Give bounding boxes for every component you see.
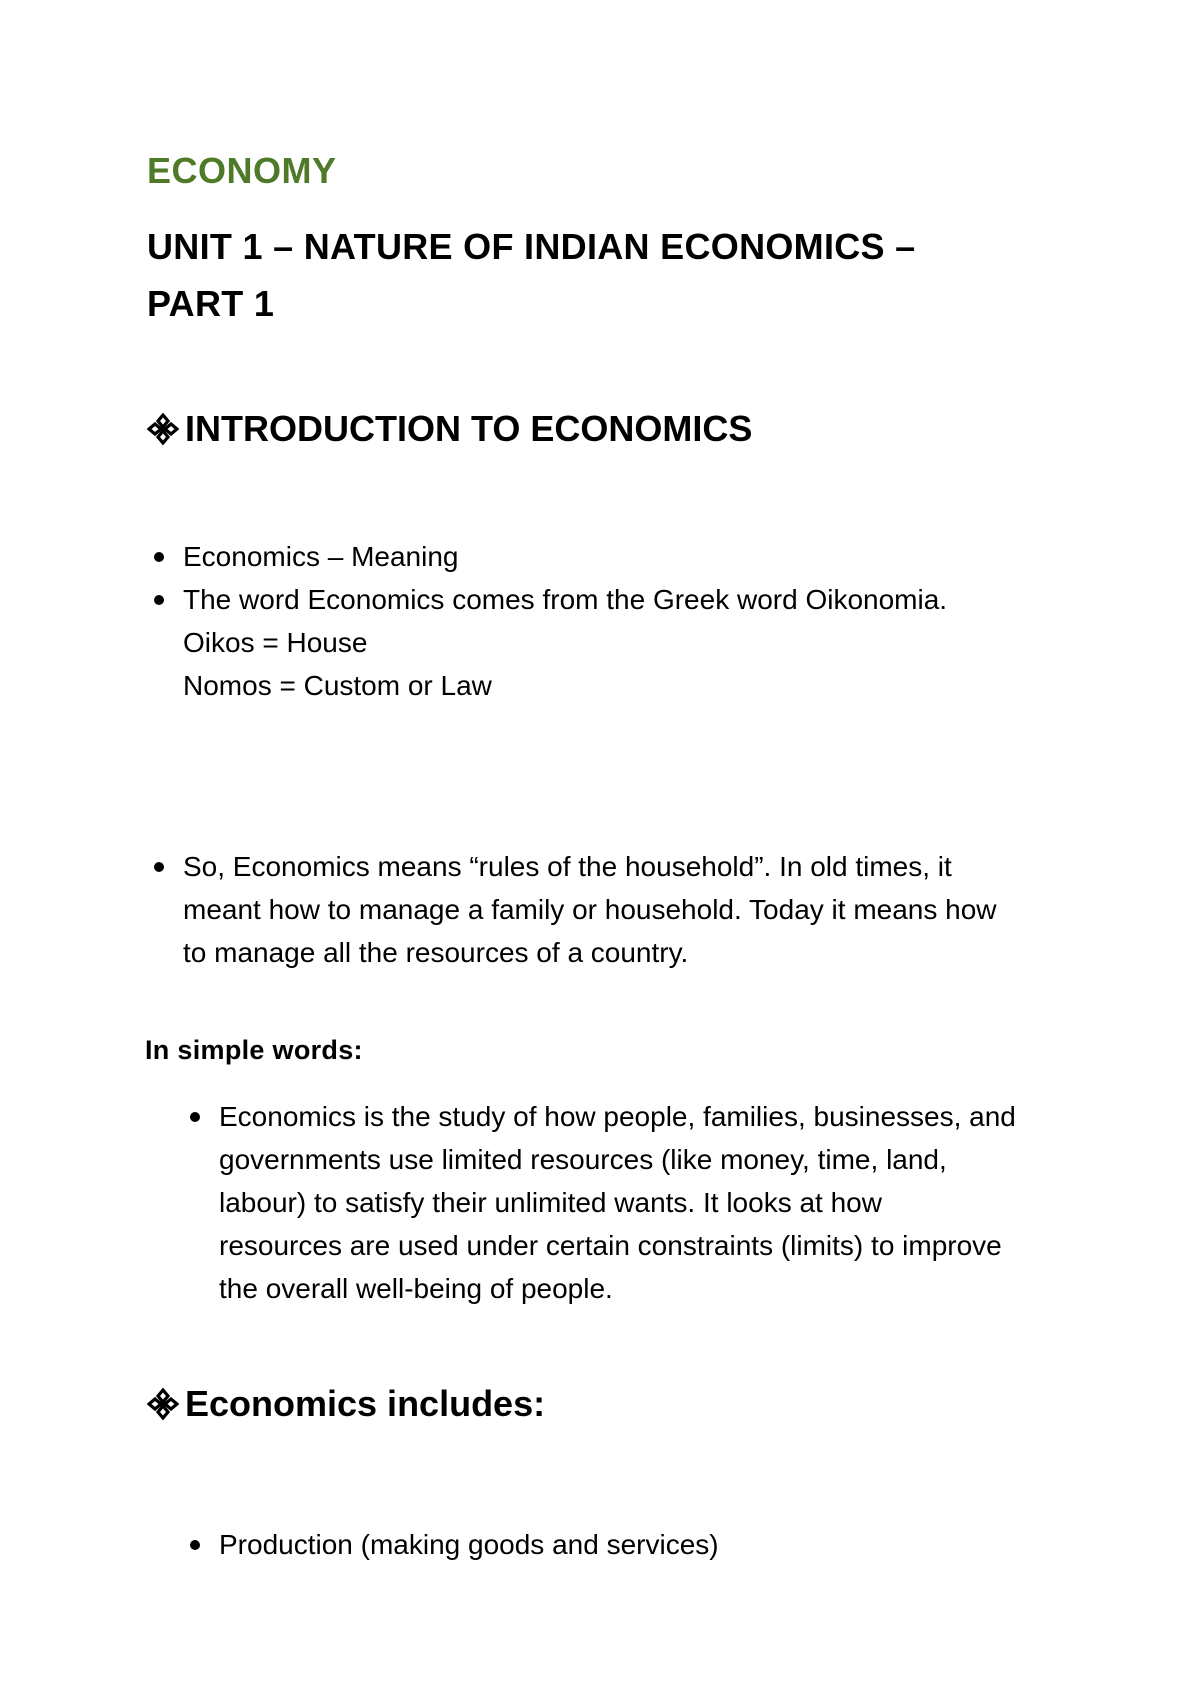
- list-item-line: Production (making goods and services): [219, 1529, 719, 1560]
- section-heading-text: INTRODUCTION TO ECONOMICS: [185, 408, 753, 449]
- list-item-line: resources are used under certain constraints (limits) to improve: [219, 1230, 1002, 1261]
- subject-title: ECONOMY: [147, 150, 337, 191]
- list-item-line: governments use limited resources (like money, time, land,: [219, 1144, 947, 1175]
- list-item-line: to manage all the resources of a country.: [183, 937, 689, 968]
- section-heading-introduction: [147, 408, 752, 450]
- unit-title-line: UNIT 1 – NATURE OF INDIAN ECONOMICS –: [147, 226, 916, 267]
- bullet-list: [219, 1095, 1079, 1310]
- round-bullet-icon: [190, 1540, 200, 1550]
- round-bullet-icon: [154, 595, 164, 605]
- round-bullet-icon: [154, 862, 164, 872]
- list-item: [183, 845, 1063, 974]
- section-heading-economics-includes: [147, 1383, 545, 1425]
- list-item: [183, 578, 1063, 707]
- list-item-line: Oikos = House: [183, 627, 368, 658]
- list-item-line: Economics is the study of how people, families, businesses, and: [219, 1101, 1016, 1132]
- unit-title: [147, 218, 1067, 332]
- list-item-line: Economics – Meaning: [183, 541, 459, 572]
- section-heading-text: Economics includes:: [185, 1383, 546, 1424]
- round-bullet-icon: [190, 1112, 200, 1122]
- list-item: [219, 1095, 1079, 1310]
- four-diamond-icon: [147, 413, 179, 445]
- list-item-line: the overall well-being of people.: [219, 1273, 613, 1304]
- unit-title-line: PART 1: [147, 283, 275, 324]
- list-item-line: meant how to manage a family or household. Today it means how: [183, 894, 997, 925]
- bullet-list: [219, 1523, 1079, 1566]
- four-diamond-icon: [147, 1388, 179, 1420]
- list-item: [219, 1523, 1079, 1566]
- round-bullet-icon: [154, 552, 164, 562]
- simple-words-heading: In simple words:: [145, 1035, 363, 1065]
- list-item: [183, 535, 1063, 578]
- list-item-line: So, Economics means “rules of the household”. In old times, it: [183, 851, 952, 882]
- list-item-line: The word Economics comes from the Greek word Oikonomia.: [183, 584, 948, 615]
- bullet-list: [183, 535, 1063, 707]
- bullet-list: [183, 845, 1063, 974]
- list-item-line: labour) to satisfy their unlimited wants. It looks at how: [219, 1187, 882, 1218]
- list-item-line: Nomos = Custom or Law: [183, 670, 492, 701]
